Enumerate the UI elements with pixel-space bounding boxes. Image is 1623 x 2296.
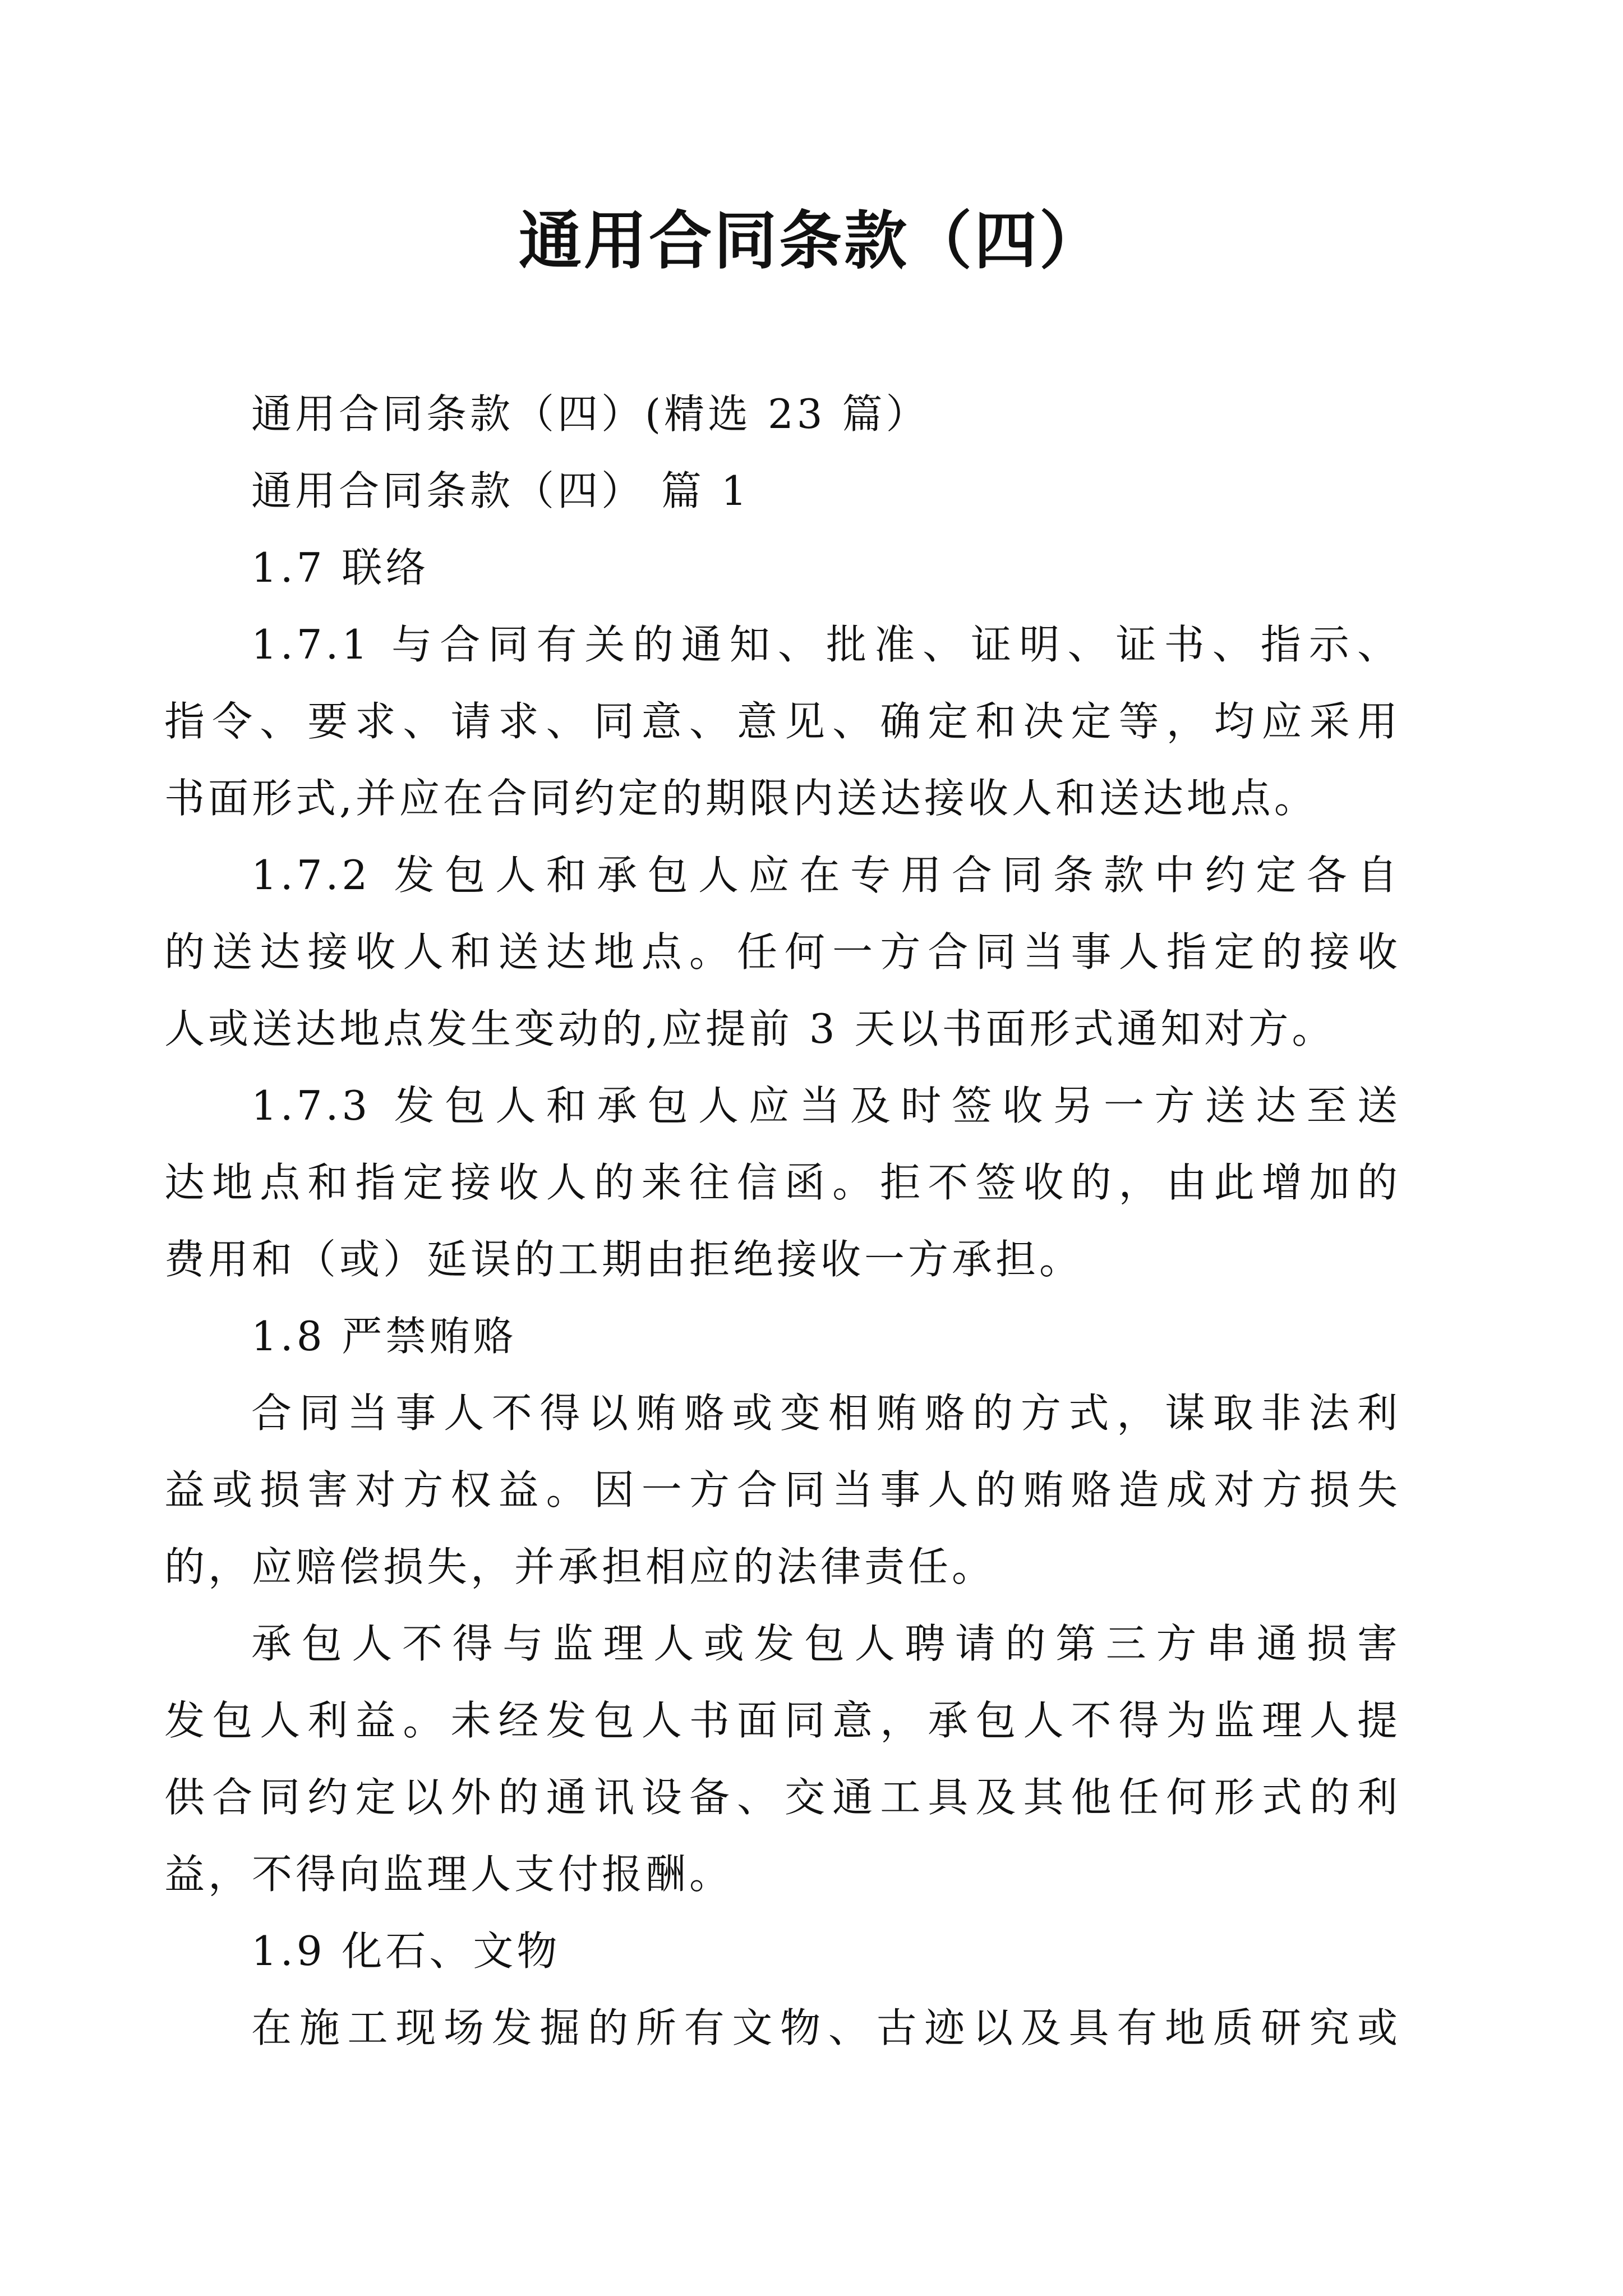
- document-body: [164, 376, 1401, 2067]
- paragraph-line: 的，应赔偿损失，并承担相应的法律责任。: [164, 1543, 996, 1590]
- paragraph-line: 益，不得向监理人支付报酬。: [164, 1851, 734, 1898]
- paragraph-line: 益或损害对方权益。因一方合同当事人的贿赂造成对方损失: [164, 1466, 1401, 1513]
- document-title: 通用合同条款（四）: [519, 204, 1104, 278]
- paragraph-line: 费用和（或）延误的工期由拒绝接收一方承担。: [164, 1236, 1083, 1283]
- clause-heading: 1.7 联络: [251, 544, 430, 591]
- paragraph-line: 合同当事人不得以贿赂或变相贿赂的方式，谋取非法利: [251, 1389, 1401, 1437]
- paragraph-line: 1.7.2 发包人和承包人应在专用合同条款中约定各自: [251, 852, 1401, 899]
- clause-heading: 1.8 严禁贿赂: [251, 1313, 517, 1360]
- subtitle-line: 通用合同条款（四）(精选 23 篇）: [251, 390, 930, 438]
- paragraph-line: 书面形式,并应在合同约定的期限内送达接收人和送达地点。: [164, 775, 1318, 822]
- paragraph-line: 人或送达地点发生变动的,应提前 3 天以书面形式通知对方。: [164, 1005, 1336, 1052]
- paragraph-line: 达地点和指定接收人的来往信函。拒不签收的，由此增加的: [164, 1159, 1401, 1206]
- paragraph-line: 在施工现场发掘的所有文物、古迹以及具有地质研究或: [251, 2004, 1401, 2051]
- paragraph-line: 1.7.3 发包人和承包人应当及时签收另一方送达至送: [251, 1082, 1401, 1129]
- paragraph-line: 承包人不得与监理人或发包人聘请的第三方串通损害: [251, 1620, 1401, 1667]
- paragraph-line: 指令、要求、请求、同意、意见、确定和决定等，均应采用: [164, 698, 1401, 745]
- paragraph-line: 供合同约定以外的通讯设备、交通工具及其他任何形式的利: [164, 1774, 1401, 1821]
- section-heading: 通用合同条款（四） 篇 1: [251, 467, 750, 514]
- paragraph-line: 发包人利益。未经发包人书面同意，承包人不得为监理人提: [164, 1697, 1401, 1744]
- clause-heading: 1.9 化石、文物: [251, 1927, 561, 1975]
- paragraph-line: 1.7.1 与合同有关的通知、批准、证明、证书、指示、: [251, 621, 1401, 668]
- paragraph-line: 的送达接收人和送达地点。任何一方合同当事人指定的接收: [164, 928, 1401, 976]
